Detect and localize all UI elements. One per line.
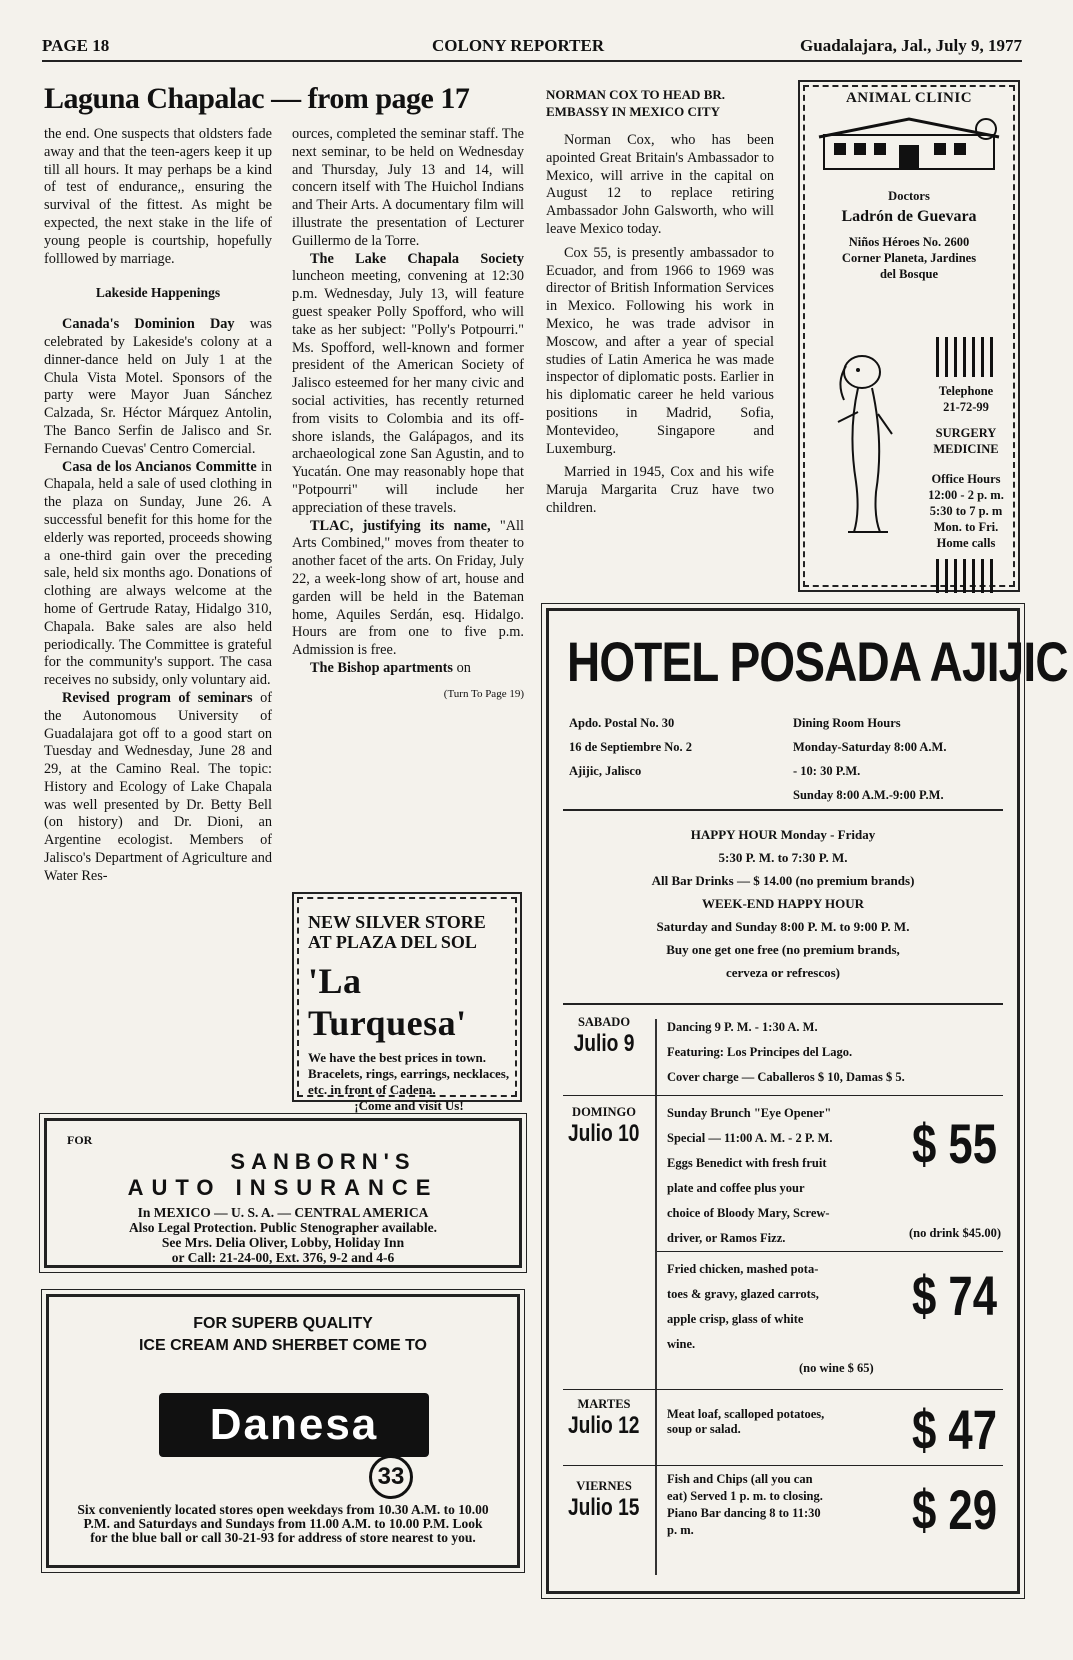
day-date: Julio 15 [568,1494,640,1521]
day-name: DOMINGO [572,1105,636,1119]
service-medicine: MEDICINE [933,442,999,456]
cox-headline: NORMAN COX TO HEAD BR. EMBASSY IN MEXICO CITY [546,87,726,119]
body-text: in Chapala, held a sale of used clothing in the plaza on Sunday, June 26. A successful benefit for this home for the elderly was reported, proceeds showing a one-third gain over the preceding sale, held six months ago. Donations of clothing are always welcome at the home of Gertrude Ratay, Hidalgo 310, Chapala. Bake sales are also held periodically. The Committee is grateful for the community's support. The casa receives no subsidy, only voluntary aid. [44,458,272,689]
paragraph: Cox 55, is presently ambassador to Ecuador, and from 1966 to 1969 was director of British Information Services in Mexico. Following his work in Mexico, he was trade advisor in Moscow, and after a year of special studies of Latin America he was made inspector of diplomatic posts. Earlier in his diplomatic career he held various positions in Madrid, Sofia, Montevideo, Singapore and Luxemburg. [546,244,774,457]
masthead [42,32,1022,58]
event-line: driver, or Ramos Fizz. [667,1231,786,1245]
day-name: MARTES [577,1397,631,1411]
cox-article [546,86,774,524]
divider [563,1003,1003,1005]
dog-doctor-illustration [818,342,898,542]
danesa-logo: Danesa [159,1393,429,1457]
barcode-decoration [936,559,996,593]
lead-in: TLAC, justifying its name, [310,517,491,534]
happy-line: Saturday and Sunday 8:00 P. M. to 9:00 P. M. [656,919,910,934]
article-headline: Laguna Chapalac — from page 17 [44,82,470,115]
divider [657,1251,1003,1252]
body-text: of the Autonomous University of Guadalajara got off to a good start on Tuesday and Wednesday, June 28 and 29, at the Camino Real. The topic: History and Ecology of Lake Chapala was well presented by Dr. Betty Bell (on history) and Dr. Dioni, an Argentine ecologist. Members of Jalisco's Department of Agriculture and Water Res- [44,689,272,884]
doctors-name: Ladrón de Guevara [841,208,977,225]
danesa-headline-2: ICE CREAM AND SHERBET COME TO [138,1337,427,1354]
dining-hours [793,711,946,807]
hotel-posada-ajijic-ad [546,608,1068,1594]
happy-hour [549,823,1017,984]
la-turquesa-ad [292,892,522,1113]
day-name: VIERNES [576,1479,632,1493]
event-line: wine. [667,1337,696,1351]
event-line: apple crisp, glass of white [667,1312,804,1326]
paragraph [44,316,272,458]
body-text: was celebrated by Lakeside's colony at a dinner-dance held on July 1 at the Chula Vista Motel. Sponsors of the party were Mayor Juan Sánchez Calzada, Sr. Héctor Márquez Antolin, The Banco Serfin de Jalisco and Sr. Fernando Cuevas' Centro Comercial. [44,316,272,457]
clinic-title: ANIMAL CLINIC [845,90,973,106]
dateline: Guadalajara, Jal., July 9, 1977 [800,36,1022,55]
phone-label: Telephone [938,384,994,398]
body-text: luncheon meeting, convening at 12:30 p.m. Wednesday, July 13, will feature guest speaker Polly Spofford, who will take as her subject: "Polly's Potpourri." Ms. Spofford, well-known and former president of the American Society of Jalisco esteemed for her many civic and social activities, has recently returned from visits to Colombia and its off-shore islands, the Galápagos, and its archaeological zone San Agustin, and to Yucatán. One may reasonably hope that "Potpourri" will include her appreciation of these travels. [292,268,524,516]
divider [563,809,1003,811]
store-name: 'La Turquesa' [308,961,467,1043]
day-date: Julio 12 [568,1412,640,1439]
day-saturday [559,1015,649,1058]
paragraph [292,660,524,678]
happy-line: HAPPY HOUR Monday - Friday [690,827,876,842]
danesa-number-badge: 33 [369,1455,413,1499]
paragraph: ources, completed the seminar staff. The next seminar, to be held on Wednesday and Thursday, July 13 and 14, will concern itself with The Huichol Indians and Their Arts. A documentary film will illustrate the presentation of Lecturer Guillermo de la Torre. [292,126,524,249]
hours-evening: 5:30 to 7 p. m [929,504,1003,518]
danesa-ice-cream-ad [46,1294,520,1568]
for-label: FOR [67,1133,93,1147]
dining-label: Dining Room Hours [793,716,901,730]
day-tuesday [559,1397,649,1440]
day-date: Julio 10 [568,1120,640,1147]
happy-line: Buy one get one free (no premium brands, [666,942,900,957]
lead-in: The Bishop apartments [310,659,453,676]
event-line: Fish and Chips (all you can [667,1472,813,1486]
paragraph: Norman Cox, who has been apointed Great Britain's Ambassador to Mexico, will arrive in the capital on August 12 to replace retiring Ambassador John Galsworth, who will leave Mexico today. [546,132,774,237]
event-line: Piano Bar dancing 8 to 11:30 [667,1506,821,1520]
event-line: Dancing 9 P. M. - 1:30 A. M. [667,1020,818,1034]
article-column-2 [292,126,524,704]
clinic-address-2: Corner Planeta, Jardines [841,251,977,265]
address-line: Apdo. Postal No. 30 [569,716,675,730]
happy-line: All Bar Drinks — $ 14.00 (no premium brands) [651,873,915,888]
hotel-address [569,711,692,783]
services-line: Also Legal Protection. Public Stenographer available. [128,1220,438,1235]
dining-line: Sunday 8:00 A.M.-9:00 P.M. [793,788,944,802]
happy-line: WEEK-END HAPPY HOUR [701,896,865,911]
saturday-event [667,1015,905,1090]
happy-line: cerveza or refrescos) [725,965,841,980]
clinic-phone: 21-72-99 [943,400,989,414]
price-brunch: $ 55 [911,1112,997,1175]
event-line: toes & gravy, glazed carrots, [667,1287,819,1301]
chicken-dinner [667,1257,819,1357]
event-line: Cover charge — Caballeros $ 10, Damas $ 5. [667,1070,905,1084]
divider [563,1095,1003,1096]
event-line: p. m. [667,1523,694,1537]
clinic-building-illustration [814,113,1004,173]
sunday-brunch [667,1101,833,1251]
store-description: We have the best prices in town. Bracelets, rings, earrings, necklaces, etc. in front of Cadena. [308,1050,510,1097]
event-line: eat) Served 1 p. m. to closing. [667,1489,823,1503]
paragraph: Married in 1945, Cox and his wife Maruja Margarita Cruz have two children. [546,464,774,516]
day-date: Julio 9 [573,1030,635,1057]
happy-line: 5:30 P. M. to 7:30 P. M. [718,850,848,865]
paragraph: the end. One suspects that oldsters fade away and that the teen-agers keep it up till all hours. It may perhaps be a kind of test of endurance,, ensuring the survival of the fittest. As might be expected, the next stake in the life of young people is courtship, hopefully folllowed by marriage. [44,126,272,267]
event-line: choice of Bloody Mary, Screw- [667,1206,830,1220]
price-fish: $ 29 [911,1478,997,1541]
body-text: on [453,659,471,676]
divider [563,1465,1003,1466]
office-hours-label: Office Hours [931,472,1001,486]
price-note: (no wine $ 65) [799,1361,874,1375]
contact-line: See Mrs. Delia Oliver, Lobby, Holiday Inn [161,1235,405,1250]
address-line: Ajijic, Jalisco [569,764,642,778]
sanborns-name: SANBORN'S [230,1149,416,1174]
divider [563,1389,1003,1390]
section-subhead: Lakeside Happenings [95,285,221,301]
clinic-address-1: Niños Héroes No. 2600 [848,235,970,249]
event-line: Fried chicken, mashed pota- [667,1262,819,1276]
continuation-note: (Turn To Page 19) [443,687,524,700]
event-line: Featuring: Los Principes del Lago. [667,1045,853,1059]
tuesday-dinner [667,1407,824,1437]
divider [655,1019,657,1575]
animal-clinic-ad [798,80,1020,592]
body-text: "All Arts Combined," moves from theater to another facet of the arts. On Friday, July 22, a week-long show of art, house and garden will be held in the Bateman home, Aquiles Serdán, esq. Hidalgo. Hours are from one to five p.m. Admission is free. [292,517,524,659]
paragraph [44,459,272,690]
lead-in: Casa de los Ancianos Committe [62,458,257,475]
dining-line: Monday-Saturday 8:00 A.M. [793,740,947,754]
danesa-headline-1: FOR SUPERB QUALITY [193,1315,373,1332]
event-line: Sunday Brunch "Eye Opener" [667,1106,832,1120]
event-line: Eggs Benedict with fresh fruit [667,1156,827,1170]
event-line: Special — 11:00 A. M. - 2 P. M. [667,1131,833,1145]
doctors-label: Doctors [888,189,930,203]
event-line: soup or salad. [667,1422,741,1436]
sanborns-insurance-ad [44,1118,522,1268]
address-line: 16 de Septiembre No. 2 [569,740,693,754]
silver-store-line-2: AT PLAZA DEL SOL [308,932,477,952]
page-number: PAGE 18 [42,36,110,55]
newspaper-name: COLONY REPORTER [432,36,605,55]
event-line: Meat loaf, scalloped potatoes, [667,1407,825,1421]
clinic-address-3: del Bosque [879,267,938,281]
day-name: SABADO [577,1015,631,1029]
hotel-title: HOTEL POSADA AJIJIC [567,630,1068,693]
barcode-decoration [936,337,996,377]
phone-line: or Call: 21-24-00, Ext. 376, 9-2 and 4-6 [171,1250,395,1265]
sanborns-details [67,1205,499,1265]
dining-line: - 10: 30 P.M. [793,764,861,778]
day-sunday [559,1105,649,1148]
store-cta: ¡Come and visit Us! [354,1098,464,1113]
lead-in: Revised program of seminars [62,689,253,706]
auto-insurance-title: AUTO INSURANCE [127,1175,439,1200]
office-days: Mon. to Fri. [933,520,999,534]
lead-in: The Lake Chapala Society [310,250,524,267]
paragraph [292,518,524,660]
price-note: (no drink $45.00) [908,1226,1001,1240]
paragraph [292,251,524,518]
lead-in: Canada's Dominion Day [62,316,235,333]
service-surgery: SURGERY [935,426,997,440]
article-column-1 [44,126,272,886]
top-rule [42,60,1022,62]
silver-store-line-1: NEW SILVER STORE [308,912,486,932]
paragraph [44,690,272,886]
event-line: plate and coffee plus your [667,1181,805,1195]
danesa-description: Six conveniently located stores open weekdays from 10.30 A.M. to 10.00 P.M. and Saturdays and Sundays from 11.00 A.M. to 10.00 P.M. Look for the blue ball or call 30-21-93 for address of store nearest to you. [77,1502,489,1545]
coverage-line: In MEXICO — U. S. A. — CENTRAL AMERICA [137,1205,429,1220]
day-friday [559,1479,649,1522]
home-calls: Home calls [936,536,996,550]
price-chicken: $ 74 [911,1264,997,1327]
price-meatloaf: $ 47 [911,1398,997,1461]
friday-dinner [667,1471,823,1539]
hours-morning: 12:00 - 2 p. m. [928,488,1004,502]
